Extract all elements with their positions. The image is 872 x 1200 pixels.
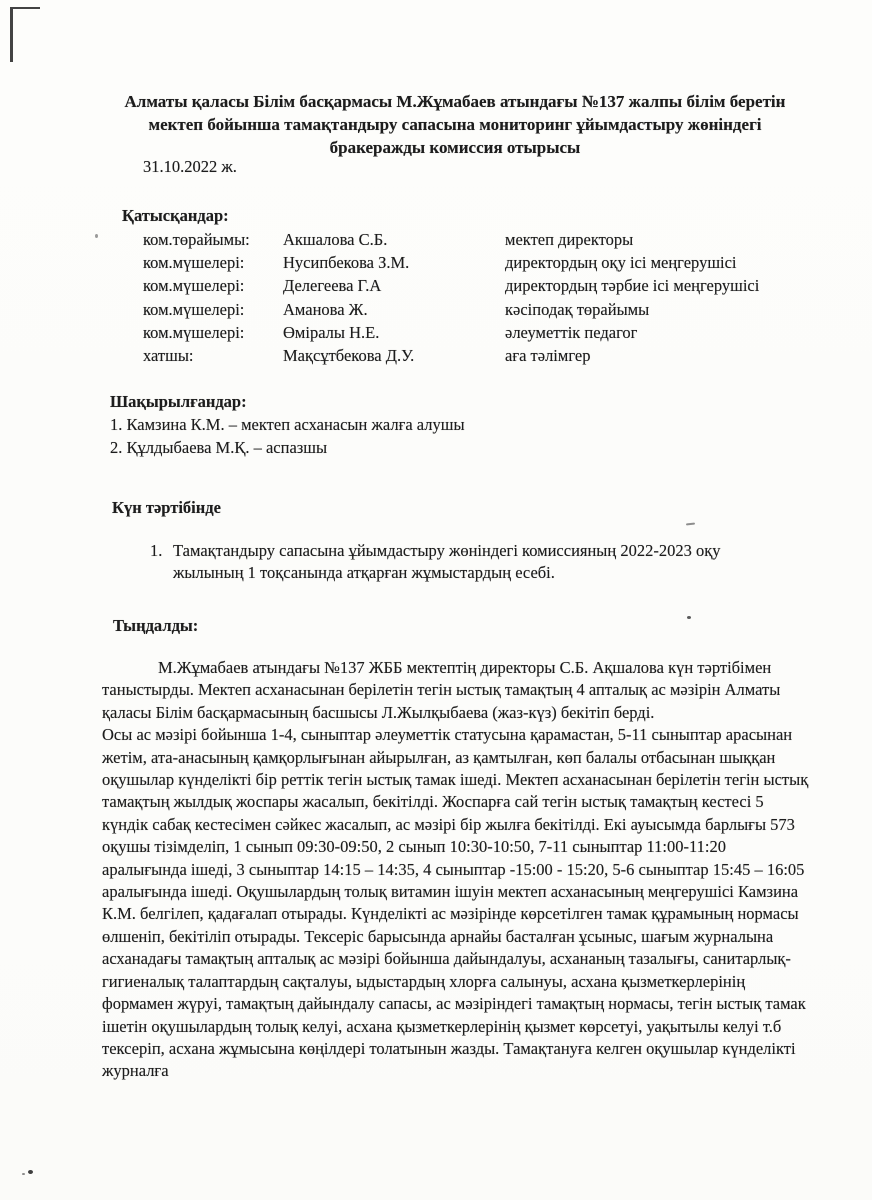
participant-name: Мақсұтбекова Д.У. [283,346,415,366]
scan-corner-mark [10,7,40,62]
agenda-heading: Күн тәртібінде [112,498,221,517]
scan-speck [28,1170,33,1174]
participant-row [143,298,808,321]
participant-row [143,321,808,344]
participant-position: директордың тәрбие ісі меңгерушісі [505,276,760,296]
participant-role: ком.мүшелері: [143,299,245,319]
agenda-item-number: 1. [150,541,163,560]
scan-speck [95,234,98,238]
body-paragraph: М.Жұмабаев атындағы №137 ЖББ мектептің директоры С.Б. Ақшалова күн тәртібімен таныстырды. Мектеп асханасынан берілетін тегін ыстық тамақтың 4 апталық ас мәзірін Алматы қаласы Білім басқармасының басшысы Л.Жылқыбаева (жаз-күз) бекітіп берді. [102,658,781,722]
heard-heading: Тыңдалды: [113,616,199,635]
participant-position: кәсіподақ төрайымы [505,299,650,319]
participants-heading: Қатысқандар: [122,206,229,225]
body-paragraph: Осы ас мәзірі бойынша 1-4, сыныптар әлеуметтік статусына қарамастан, 5-11 сыныптар арасынан жетім, ата-анасының қамқорлығынан айырылған, аз қамтылған, көп балалы отбасынан шыққан оқушылар күнделікті бір реттік тегін ыстық тамак ішеді. Мектеп асханасынан берілетін тегін ыстық тамақтың жылдық жоспары жасалып, бекітілді. Жоспарға сай тегін ыстық тамақтың кестесі 5 күндік сабақ кестесімен сәйкес жасалып, ас мәзірі бір жылға бекітілді. Екі ауысымда барлығы 573 оқушы тізімделіп, 1 сынып 09:30-09:50, 2 сынып 10:30-10:50, 7-11 сыныптар 11:00-11:20 аралығында ішеді, 3 сыныптар 14:15 – 14:35, 4 сыныптар -15:00 - 15:20, 5-6 сыныптар 15:45 – 16:05 аралығында ішеді. Оқушылардың толық витамин ішуін мектеп асханасының меңгерушісі Камзина К.М. белгілеп, қадағалап отырады. Күнделікті ас мәзірінде көрсетілген тамак құрамының нормасы өлшеніп, бекітіліп отырады. Тексеріс барысында арнайы басталған ұсыныс, шағым журналына асханадағы тамақтың апталық ас мәзірі бойынша дайындалуы, асхананың тазалығы, санитарлық-гигиеналық талаптардың сақталуы, ыдыстардың хлорға салынуы, асхана қызметкерлерінің формамен жүруі, тамақтың дайындалу сапасы, ас мәзіріндегі тамақтың нормасы, тегін ыстық тамак ішетін оқушылардың толық келуі, асхана қызметкерлерінің қызмет көрсетуі, уақытылы келуі т.б тексеріп, асхана жұмысына көңілдері толатынын жазды. Тамақтануға келген оқушылар күнделікті журналға [102,725,809,1081]
participant-role: ком.мүшелері: [143,276,245,296]
scan-speck [687,616,691,619]
participant-row [143,251,808,274]
participant-role: хатшы: [143,346,194,366]
participant-role: ком.мүшелері: [143,253,245,273]
participants-list [143,228,808,367]
invited-item: 1. Камзина К.М. – мектеп асханасын жалға алушы [110,415,465,434]
participant-role: ком.мүшелері: [143,322,245,342]
participant-row [143,274,808,297]
agenda-item-text: Тамақтандыру сапасына ұйымдастыру жөніндегі комиссияның 2022-2023 оқу жылының 1 тоқсанында атқарған жұмыстардың есебі. [173,541,721,583]
participant-row [143,228,808,251]
participant-name: Акшалова С.Б. [283,230,388,249]
title-line-2: мектеп бойынша тамақтандыру сапасына мониторинг ұйымдастыру жөніндегі [148,115,762,134]
title-line-1: Алматы қаласы Білім басқармасы М.Жұмабаев атындағы №137 жалпы білім беретін [124,92,786,111]
invited-item: 2. Құлдыбаева М.Қ. – аспазшы [110,438,328,457]
agenda-item [150,540,790,585]
scan-speck [22,1173,25,1175]
participant-name: Аманова Ж. [283,299,368,319]
participant-name: Делегеева Г.А [283,276,382,296]
heard-body [102,657,809,1083]
document-title [102,90,808,159]
participant-position: аға тәлімгер [505,346,591,366]
participant-position: әлеуметтік педагог [505,322,638,342]
participant-name: Өміралы Н.Е. [283,322,380,342]
participant-name: Нусипбекова З.М. [283,253,410,273]
participant-position: мектеп директоры [505,230,634,249]
document-date: 31.10.2022 ж. [143,157,237,176]
invited-section [110,390,465,459]
participant-row [143,344,808,367]
participant-role: ком.төрайымы: [143,230,250,249]
participant-position: директордың оқу ісі меңгерушісі [505,253,737,273]
invited-heading: Шақырылғандар: [110,392,247,411]
scan-speck [686,523,695,526]
title-line-3: бракеражды комиссия отырысы [329,138,581,157]
